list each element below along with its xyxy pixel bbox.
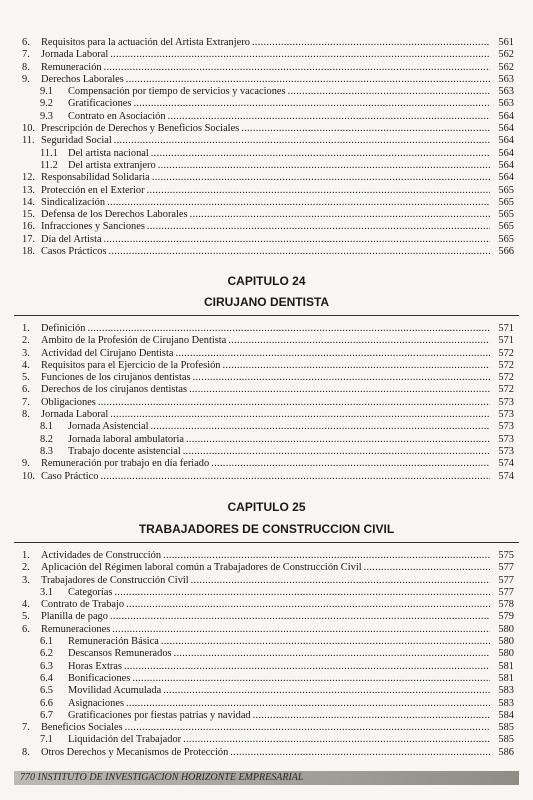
toc-entry [22,446,514,458]
toc-leader-dots [168,111,490,123]
toc-leader-dots [133,98,490,110]
toc-entry-page: 578 [498,599,514,611]
toc-entry-title: Gratificaciones por fiestas patrias y navidad [68,709,251,721]
toc-entry [22,185,514,197]
toc-entry-title: Responsabilidad Solidaria [41,172,150,184]
toc-leader-dots [126,74,490,86]
toc-entry-title: Actividad del Cirujano Dentista [41,347,174,359]
toc-entry-page: 562 [498,49,514,61]
toc-entry [22,397,514,409]
toc-entry-page: 573 [498,445,514,457]
toc-entry-number: 6.1 [40,636,53,648]
toc-leader-dots [100,471,490,483]
toc-entry [22,148,514,160]
toc-entry-page: 580 [498,636,514,648]
toc-entry-title: Derechos de los cirujanos dentistas [41,384,188,396]
toc-entry-page: 564 [498,123,514,135]
toc-entry [22,673,514,685]
chapter-25-label: CAPITULO 25 [227,500,306,514]
toc-entry-title: Funciones de los cirujanos dentistas [41,372,191,384]
toc-entry-title: Remuneraciones [41,623,111,635]
toc-entry-number: 5. [22,372,30,384]
toc-entry-number: 3. [22,574,30,586]
toc-entry [22,710,514,722]
toc-entry [22,62,514,74]
toc-entry-page: 573 [498,409,514,421]
toc-leader-dots [87,323,490,335]
toc-entry-page: 573 [498,433,514,445]
toc-entry-number: 18. [22,246,35,258]
toc-entry-title: Protección en el Exterior [41,184,145,196]
toc-entry [22,434,514,446]
toc-entry-title: Contrato de Trabajo [41,599,125,611]
toc-entry-number: 9. [22,458,30,470]
toc-entry-page: 562 [498,61,514,73]
toc-entry-title: Del artista extranjero [68,159,156,171]
toc-entry [22,747,514,759]
toc-leader-dots [183,734,490,746]
toc-entry-page: 585 [498,734,514,746]
toc-entry-page: 564 [498,147,514,159]
toc-entry-title: Día del Artista [41,233,102,245]
toc-leader-dots [110,49,490,61]
toc-entry-page: 573 [498,396,514,408]
toc-leader-dots [230,747,490,759]
toc-entry-title: Ambito de la Profesión de Cirujano Dentista [41,335,227,347]
toc-entry-title: Seguridad Social [41,135,112,147]
toc-entry-page: 572 [498,347,514,359]
toc-section-a [22,37,514,258]
toc-entry-title: Aplicación del Régimen laboral común a Trabajadores de Construcción Civil [41,562,362,574]
toc-entry-number: 9. [22,73,30,85]
toc-entry-number: 6.2 [40,648,53,660]
toc-entry-number: 6.3 [40,660,53,672]
toc-leader-dots [288,86,490,98]
toc-entry-number: 15. [22,209,35,221]
toc-leader-dots [132,673,490,685]
toc-entry-number: 3. [22,347,30,359]
toc-leader-dots [104,234,490,246]
toc-entry-title: Caso Práctico [41,470,99,482]
toc-entry-number: 8. [22,61,30,73]
toc-leader-dots [161,636,490,648]
toc-entry-title: Movilidad Acumulada [68,685,162,697]
toc-leader-dots [104,62,490,74]
toc-entry [22,135,514,147]
toc-entry-number: 8.2 [40,433,53,445]
toc-leader-dots [222,360,490,372]
toc-leader-dots [228,335,490,347]
chapter-25-title: TRABAJADORES DE CONSTRUCCION CIVIL [138,522,395,536]
toc-entry-page: 574 [498,470,514,482]
toc-entry [22,685,514,697]
toc-entry-title: Otros Derechos y Mecanismos de Protección [41,746,229,758]
toc-entry-number: 4. [22,599,30,611]
toc-entry [22,734,514,746]
toc-entry-number: 6.5 [40,685,53,697]
toc-entry-title: Requisitos para el Ejercicio de la Profesión [41,359,221,371]
toc-entry-number: 11. [22,135,35,147]
toc-entry-page: 573 [498,421,514,433]
toc-entry-page: 580 [498,623,514,635]
toc-entry-title: Infracciones y Sanciones [41,221,145,233]
toc-entry [22,372,514,384]
toc-entry-page: 564 [498,110,514,122]
toc-leader-dots [110,611,490,623]
toc-entry [22,562,514,574]
toc-entry-number: 3.1 [40,586,53,598]
toc-entry-number: 8.3 [40,445,53,457]
toc-entry-page: 565 [498,221,514,233]
toc-entry-title: Remuneración por trabajo en día feriado [41,458,210,470]
toc-entry-number: 6. [22,37,30,48]
toc-entry [22,111,514,123]
toc-entry-number: 2. [22,562,30,574]
toc-entry-page: 581 [498,672,514,684]
toc-entry-number: 8. [22,746,30,758]
toc-entry-page: 586 [498,746,514,758]
toc-entry-title: Del artista nacional [68,147,149,159]
toc-entry-title: Definición [41,323,86,334]
toc-entry-title: Derechos Laborales [41,73,124,85]
toc-entry [22,611,514,623]
toc-entry [22,335,514,347]
toc-entry [22,550,514,562]
chapter-24-divider [14,315,519,316]
toc-leader-dots [126,599,490,611]
toc-leader-dots [174,648,490,660]
toc-entry-number: 6.7 [40,709,53,721]
toc-entry-number: 12. [22,172,35,184]
toc-leader-dots [253,710,490,722]
toc-entry-number: 9.3 [40,110,53,122]
toc-leader-dots [191,575,490,587]
toc-leader-dots [190,209,490,221]
toc-entry [22,234,514,246]
toc-entry [22,123,514,135]
toc-leader-dots [193,372,491,384]
toc-entry-title: Actividades de Construcción [41,550,162,561]
toc-entry-title: Jornada laboral ambulatoria [68,433,184,445]
toc-leader-dots [107,197,490,209]
toc-leader-dots [211,458,490,470]
toc-entry-page: 571 [498,335,514,347]
page-footer: 770 INSTITUTO DE INVESTIGACION HORIZONTE EMPRESARIAL [14,771,519,785]
toc-leader-dots [112,624,490,636]
toc-entry-number: 7. [22,49,30,61]
toc-entry [22,421,514,433]
toc-leader-dots [151,148,490,160]
chapter-24-label: CAPITULO 24 [227,274,306,288]
toc-leader-dots [98,397,490,409]
toc-entry-title: Jornada Laboral [41,409,109,421]
toc-entry-title: Defensa de los Derechos Laborales [41,209,188,221]
toc-leader-dots [114,587,490,599]
toc-entry-page: 577 [498,562,514,574]
toc-entry-title: Liquidación del Trabajador [68,734,182,746]
toc-entry-title: Gratificaciones [68,98,132,110]
toc-entry-title: Jornada Laboral [41,49,109,61]
toc-leader-dots [163,685,490,697]
toc-entry [22,575,514,587]
toc-entry-page: 564 [498,172,514,184]
toc-entry-page: 579 [498,611,514,623]
toc-entry-page: 584 [498,709,514,721]
toc-entry-number: 1. [22,323,30,334]
toc-entry-page: 564 [498,135,514,147]
toc-leader-dots [163,550,490,562]
toc-entry-title: Beneficios Sociales [41,722,123,734]
toc-entry-page: 564 [498,159,514,171]
toc-entry-page: 572 [498,384,514,396]
toc-entry [22,98,514,110]
toc-entry [22,172,514,184]
toc-entry [22,624,514,636]
toc-entry-page: 565 [498,196,514,208]
toc-entry [22,86,514,98]
toc-entry [22,471,514,483]
toc-entry-title: Sindicalización [41,196,106,208]
toc-entry-number: 6.6 [40,697,53,709]
toc-entry-title: Casos Prácticos [41,246,107,258]
toc-entry [22,661,514,673]
toc-entry [22,221,514,233]
toc-leader-dots [125,722,490,734]
toc-entry-page: 574 [498,458,514,470]
toc-entry-number: 6.4 [40,672,53,684]
toc-entry-title: Requisitos para la actuación del Artista Extranjero [41,37,250,48]
toc-entry-title: Remuneración [41,61,102,73]
toc-entry [22,74,514,86]
toc-entry-title: Descansos Remunerados [68,648,172,660]
toc-entry-page: 577 [498,574,514,586]
toc-entry-number: 10. [22,470,35,482]
toc-entry-title: Trabajadores de Construcción Civil [41,574,189,586]
toc-entry-number: 8.1 [40,421,53,433]
toc-entry [22,348,514,360]
toc-entry-page: 583 [498,685,514,697]
toc-entry-page: 585 [498,722,514,734]
toc-entry-page: 566 [498,246,514,258]
chapter-25-divider [14,542,519,543]
toc-entry-title: Asignaciones [68,697,124,709]
toc-entry-number: 10. [22,123,35,135]
toc-entry-title: Remuneración Básica [68,636,159,648]
toc-leader-dots [151,421,490,433]
toc-leader-dots [158,160,490,172]
toc-leader-dots [124,661,490,673]
toc-entry-number: 14. [22,196,35,208]
toc-entry-page: 565 [498,209,514,221]
toc-entry [22,648,514,660]
toc-entry-title: Bonificaciones [68,672,131,684]
toc-section-b [22,323,514,483]
toc-entry-number: 11.2 [40,159,58,171]
toc-entry [22,409,514,421]
toc-entry-page: 563 [498,98,514,110]
toc-leader-dots [186,434,490,446]
toc-entry-number: 1. [22,550,30,561]
toc-entry [22,37,514,49]
toc-entry-number: 7. [22,722,30,734]
toc-leader-dots [109,246,490,258]
toc-entry-title: Horas Extras [68,660,122,672]
toc-entry [22,49,514,61]
toc-leader-dots [241,123,490,135]
toc-entry-number: 4. [22,359,30,371]
toc-entry-title: Planilla de pago [41,611,108,623]
toc-entry [22,246,514,258]
toc-entry-title: Trabajo docente asistencial [68,445,181,457]
toc-entry [22,160,514,172]
toc-entry [22,587,514,599]
toc-entry [22,323,514,335]
toc-leader-dots [147,185,490,197]
toc-entry-number: 8. [22,409,30,421]
toc-entry-title: Obligaciones [41,396,96,408]
toc-entry-page: 575 [498,550,514,561]
toc-entry [22,636,514,648]
toc-leader-dots [126,698,490,710]
toc-entry-number: 16. [22,221,35,233]
toc-entry [22,209,514,221]
toc-leader-dots [183,446,490,458]
toc-entry-number: 6. [22,623,30,635]
toc-entry-page: 565 [498,184,514,196]
toc-entry-page: 571 [498,323,514,334]
toc-entry-number: 9.2 [40,98,53,110]
toc-entry [22,722,514,734]
toc-entry [22,384,514,396]
toc-leader-dots [175,348,490,360]
toc-entry-page: 581 [498,660,514,672]
toc-entry-page: 580 [498,648,514,660]
toc-entry-page: 563 [498,86,514,98]
toc-section-c [22,550,514,759]
chapter-24-title: CIRUJANO DENTISTA [203,295,330,309]
toc-entry-page: 577 [498,586,514,598]
toc-entry-number: 5. [22,611,30,623]
toc-leader-dots [110,409,490,421]
toc-entry-page: 583 [498,697,514,709]
toc-entry-number: 11.1 [40,147,58,159]
toc-entry-number: 7.1 [40,734,53,746]
toc-entry-page: 572 [498,359,514,371]
toc-leader-dots [252,37,490,49]
toc-entry-page: 561 [498,37,514,48]
toc-entry-number: 7. [22,396,30,408]
toc-entry [22,197,514,209]
toc-entry-number: 2. [22,335,30,347]
toc-entry-number: 17. [22,233,35,245]
toc-leader-dots [364,562,490,574]
toc-entry-number: 13. [22,184,35,196]
toc-leader-dots [147,221,490,233]
toc-entry-number: 6. [22,384,30,396]
toc-leader-dots [114,135,490,147]
toc-entry-title: Compensación por tiempo de servicios y vacaciones [68,86,286,98]
toc-entry [22,360,514,372]
toc-leader-dots [152,172,490,184]
toc-entry-title: Contrato en Asociación [68,110,166,122]
toc-entry [22,458,514,470]
toc-entry-page: 563 [498,73,514,85]
toc-entry-title: Categorías [68,586,113,598]
toc-entry-title: Prescripción de Derechos y Beneficios Sociales [41,123,240,135]
toc-entry [22,698,514,710]
toc-entry-page: 565 [498,233,514,245]
toc-entry [22,599,514,611]
toc-entry-title: Jornada Asistencial [68,421,149,433]
toc-entry-page: 572 [498,372,514,384]
toc-leader-dots [189,384,490,396]
toc-entry-number: 9.1 [40,86,53,98]
